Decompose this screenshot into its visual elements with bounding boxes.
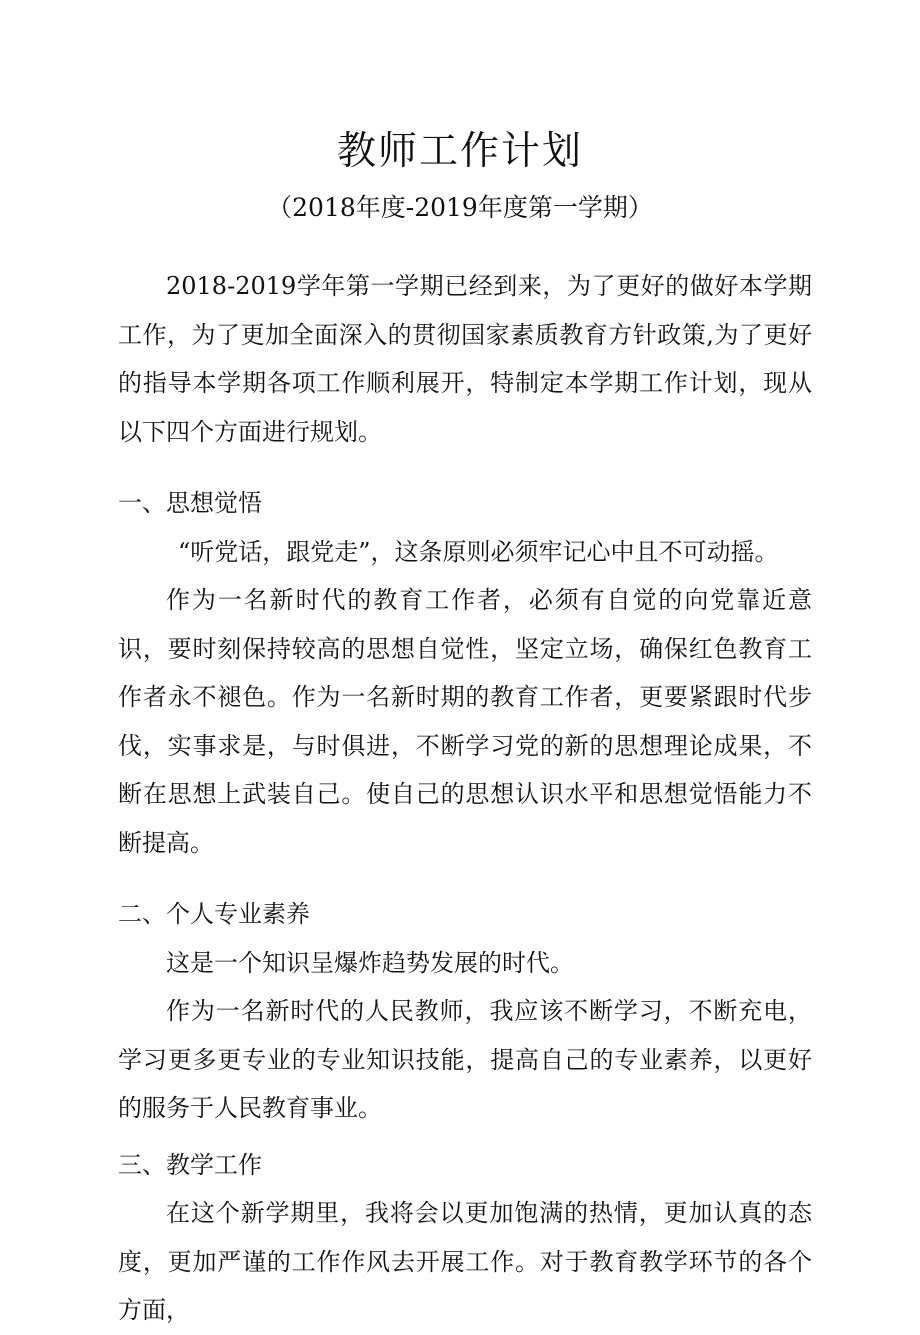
section-2-paragraph-2: 作为一名新时代的人民教师，我应该不断学习，不断充电，学习更多更专业的专业知识技能，提高自己的专业素养，以更好的服务于人民教育事业。 xyxy=(118,997,812,1122)
document-subtitle: （2018年度-2019年度第一学期） xyxy=(267,193,653,222)
section-1-paragraph-1: “听党话，跟党走”，这条原则必须牢记心中且不可动摇。 xyxy=(178,537,779,566)
document-title: 教师工作计划 xyxy=(336,129,583,174)
document-body xyxy=(118,262,812,1335)
section-1-paragraph-2: 作为一名新时代的教育工作者，必须有自觉的向党靠近意识，要时刻保持较高的思想自觉性，坚定立场，确保红色教育工作者永不褪色。作为一名新时期的教育工作者，更要紧跟时代步伐，实事求是，与时俱进，不断学习党的新的思想理论成果，不断在思想上武装自己。使自己的思想认识水平和思想觉悟能力不断提高。 xyxy=(118,586,812,857)
intro-paragraph: 2018-2019学年第一学期已经到来，为了更好的做好本学期工作，为了更加全面深入的贯彻国家素质教育方针政策,为了更好的指导本学期各项工作顺利展开，特制定本学期工作计划，现从以下四个方面进行规划。 xyxy=(118,272,812,446)
section-heading-1: 一、思想觉悟 xyxy=(118,489,262,517)
section-3-paragraph-1: 在这个新学期里，我将会以更加饱满的热情，更加认真的态度，更加严谨的工作作风去开展工作。对于教育教学环节的各个方面， xyxy=(118,1199,812,1324)
section-heading-3: 三、教学工作 xyxy=(118,1150,262,1179)
section-heading-2: 二、个人专业素养 xyxy=(118,900,310,928)
section-2-paragraph-1: 这是一个知识呈爆炸趋势发展的时代。 xyxy=(166,948,574,977)
